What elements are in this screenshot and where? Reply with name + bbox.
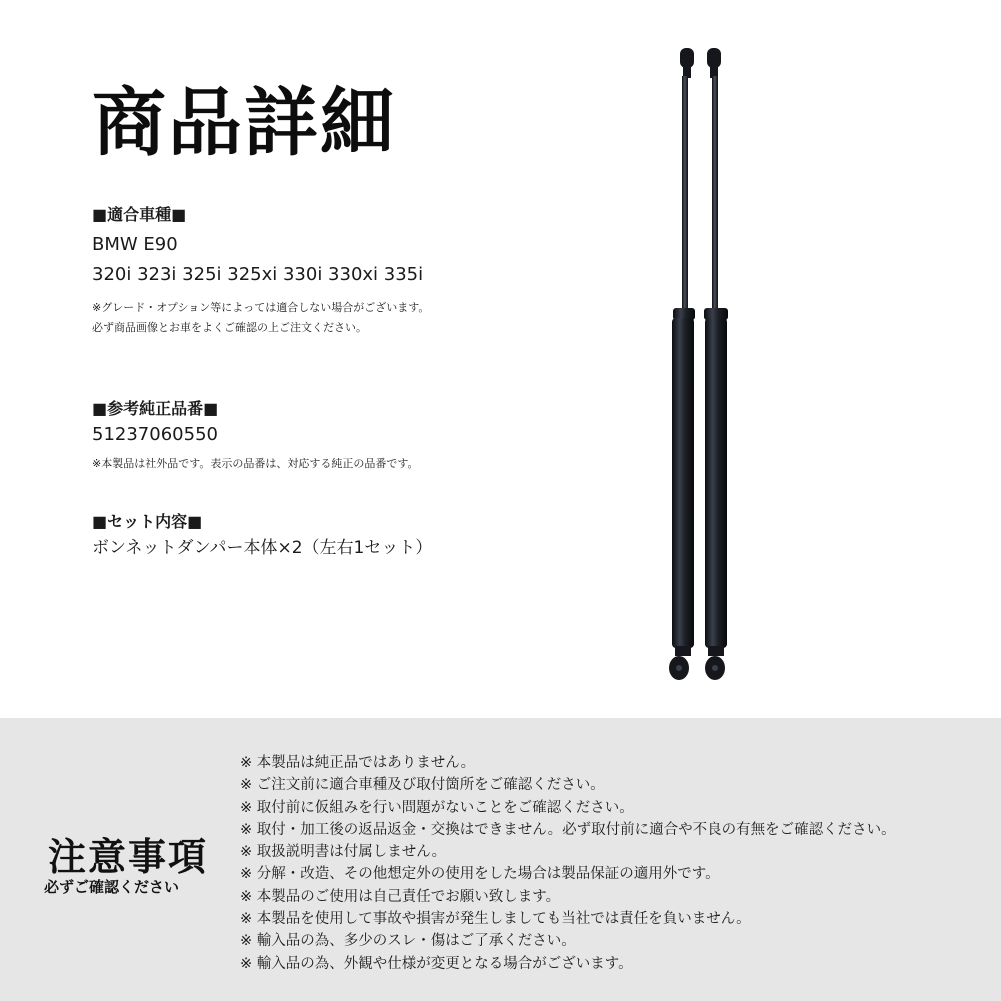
gas-strut-right — [704, 48, 728, 680]
oem-note: ※本製品は社外品です。表示の品番は、対応する純正の品番です。 — [92, 457, 419, 470]
gas-strut-pair-image — [655, 40, 745, 690]
fitment-note: 必ず商品画像とお車をよくご確認の上ご注文ください。 — [92, 321, 367, 334]
caution-item: ※ 本製品を使用して事故や損害が発生しましても当社では責任を負いません。 — [240, 911, 751, 928]
caution-item: ※ 本製品のご使用は自己責任でお願い致します。 — [240, 888, 561, 905]
caution-item: ※ 本製品は純正品ではありません。 — [240, 755, 476, 771]
caution-item: ※ 輸入品の為、外観や仕様が変更となる場合がございます。 — [240, 955, 633, 972]
fitment-grades: 320i 323i 325i 325xi 330i 330xi 335i — [92, 264, 424, 285]
caution-item: ※ 輸入品の為、多少のスレ・傷はご了承ください。 — [240, 933, 576, 950]
fitment-section — [92, 204, 429, 338]
fitment-model: BMW E90 — [92, 234, 178, 255]
caution-section — [0, 718, 1001, 1001]
oem-part-number: 51237060550 — [92, 424, 218, 445]
caution-item: ※ 分解・改造、その他想定外の使用をした場合は製品保証の適用外です。 — [240, 866, 720, 883]
caution-title: 注意事項 — [48, 835, 209, 879]
fitment-heading: ■適合車種■ — [92, 205, 187, 224]
oem-section — [92, 398, 418, 474]
set-contents-text: ボンネットダンパー本体×2（左右1セット） — [92, 538, 433, 558]
page-title: 商品詳細 — [92, 80, 396, 166]
caution-subtitle: 必ずご確認ください — [44, 878, 180, 896]
caution-list — [240, 752, 896, 975]
caution-item: ※ 取付前に仮組みを行い問題がないことをご確認ください。 — [240, 799, 634, 816]
caution-item: ※ 取付・加工後の返品返金・交換はできません。必ず取付前に適合や不良の有無をご確認ください。 — [240, 821, 896, 838]
gas-strut-left — [669, 48, 695, 680]
set-contents-heading: ■セット内容■ — [92, 512, 203, 531]
caution-item: ※ ご注文前に適合車種及び取付箇所をご確認ください。 — [240, 777, 605, 794]
fitment-notes — [92, 298, 429, 338]
set-contents-section — [92, 511, 432, 563]
oem-heading: ■参考純正品番■ — [92, 399, 219, 418]
caution-item: ※ 取扱説明書は付属しません。 — [240, 844, 447, 861]
fitment-note: ※グレード・オプション等によっては適合しない場合がございます。 — [92, 301, 430, 314]
